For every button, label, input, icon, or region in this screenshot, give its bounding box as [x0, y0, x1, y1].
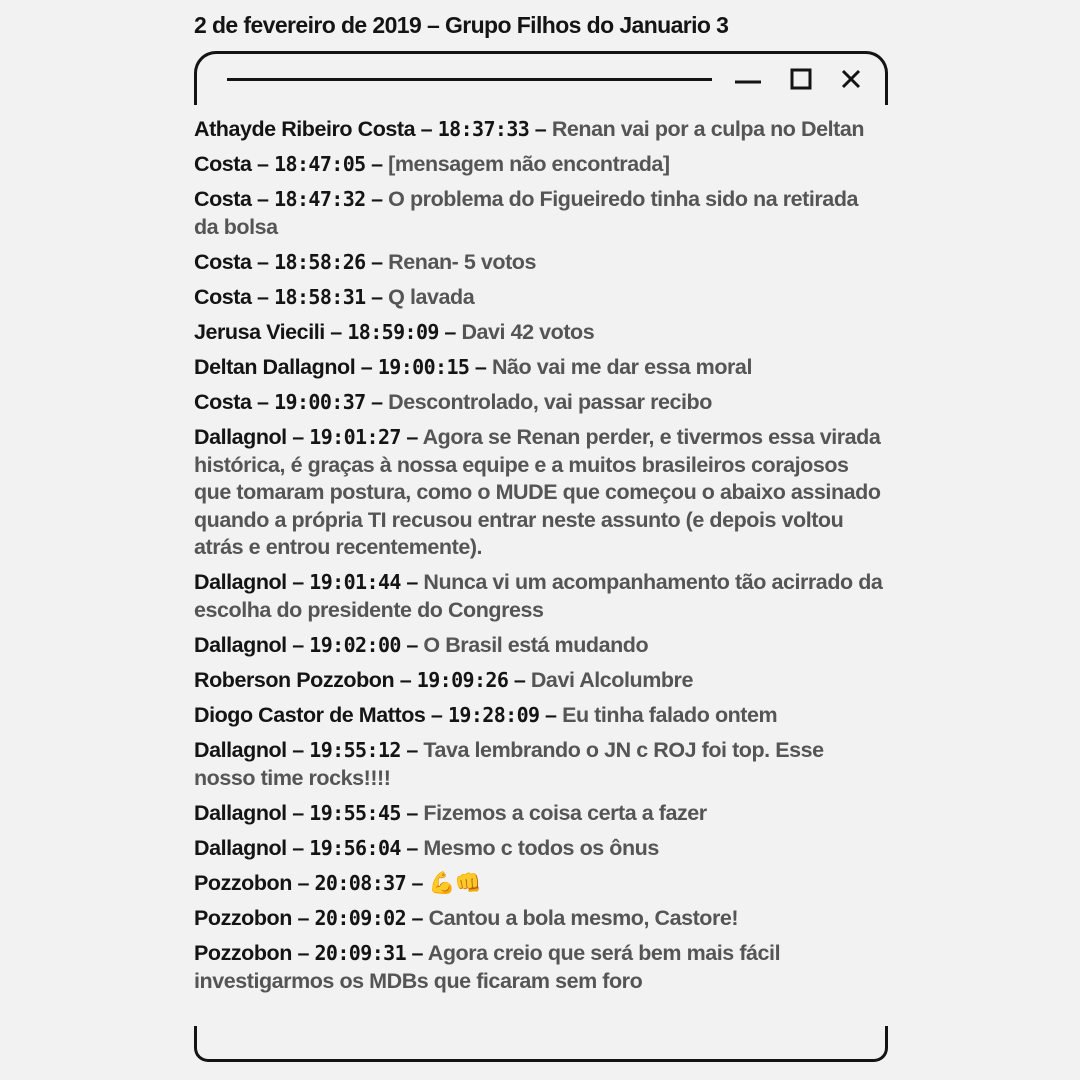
- separator: –: [545, 703, 557, 728]
- message-sender: Dallagnol: [194, 835, 287, 860]
- separator: –: [257, 284, 269, 309]
- message-text: Agora creio que será bem mais fácil investigarmos os MDBs que ficaram sem foro: [194, 941, 781, 993]
- separator: –: [474, 355, 487, 380]
- message-text: Agora se Renan perder, e tivermos essa virada histórica, é graças à nossa equipe e a muitos brasileiros corajosos que tomaram postura, como o MUDE que começou o abaixo assinado quando a própria TI recusou entrar neste assunto (e depois voltou atrás e entrou recentemente).: [194, 425, 881, 560]
- maximize-button[interactable]: [785, 62, 819, 98]
- message-sender: Costa: [194, 390, 252, 415]
- chat-message: [194, 389, 884, 417]
- message-time: 19:09:26: [416, 668, 509, 693]
- separator: –: [330, 319, 342, 344]
- chat-message: [194, 800, 884, 828]
- chat-message: [194, 667, 884, 695]
- window-title-bar: [194, 51, 888, 105]
- chat-message: [194, 354, 884, 382]
- message-text: Não vai me dar essa moral: [491, 355, 752, 380]
- message-text: O problema do Figueiredo tinha sido na retirada da bolsa: [194, 187, 859, 239]
- separator: –: [292, 738, 304, 763]
- separator: –: [406, 425, 418, 450]
- chat-message: [194, 116, 884, 144]
- message-sender: Deltan Dallagnol: [194, 355, 356, 380]
- message-time: 19:55:45: [309, 800, 401, 825]
- separator: –: [430, 703, 443, 728]
- message-sender: Pozzobon: [194, 906, 292, 931]
- chat-message: [194, 702, 884, 730]
- close-button[interactable]: [835, 62, 869, 98]
- message-text: O Brasil está mudando: [423, 632, 649, 657]
- message-sender: Athayde Ribeiro Costa: [194, 117, 416, 141]
- message-list: [194, 116, 884, 1003]
- message-sender: Costa: [194, 187, 252, 212]
- minimize-button[interactable]: [731, 62, 765, 98]
- message-sender: Diogo Castor de Mattos: [194, 703, 426, 728]
- message-time: 19:01:27: [309, 425, 401, 450]
- chat-message: [194, 737, 884, 792]
- separator: –: [292, 570, 304, 595]
- separator: –: [292, 835, 304, 860]
- message-time: 18:47:32: [274, 187, 366, 212]
- message-time: 18:58:26: [274, 249, 366, 274]
- message-time: 19:00:15: [377, 355, 470, 380]
- chat-message: [194, 632, 884, 660]
- separator: –: [444, 319, 456, 344]
- message-sender: Dallagnol: [194, 570, 287, 595]
- message-sender: Jerusa Viecili: [194, 319, 325, 344]
- separator: –: [371, 249, 383, 274]
- message-time: 18:37:33: [437, 117, 530, 141]
- message-time: 19:01:44: [309, 570, 401, 595]
- message-sender: Costa: [194, 249, 252, 274]
- chat-message: [194, 319, 884, 347]
- chat-message: [194, 249, 884, 277]
- separator: –: [420, 117, 433, 141]
- message-time: 20:09:31: [314, 941, 407, 966]
- message-sender: Costa: [194, 284, 252, 309]
- window-bottom-frame: [194, 1026, 888, 1062]
- message-text: 💪👊: [428, 871, 482, 895]
- message-time: 19:56:04: [309, 835, 401, 860]
- minimize-icon: [731, 62, 765, 98]
- separator: –: [292, 425, 304, 450]
- separator: –: [257, 187, 269, 212]
- message-text: Nunca vi um acompanhamento tão acirrado da escolha do presidente do Congress: [194, 570, 883, 622]
- separator: –: [411, 871, 424, 895]
- separator: –: [292, 800, 304, 825]
- separator: –: [513, 668, 526, 693]
- message-text: Davi Alcolumbre: [530, 668, 693, 693]
- message-time: 19:28:09: [447, 703, 540, 728]
- separator: –: [371, 152, 383, 177]
- separator: –: [371, 187, 383, 212]
- separator: –: [257, 390, 269, 415]
- chat-message: [194, 835, 884, 863]
- chat-message: [194, 940, 884, 995]
- separator: –: [406, 632, 418, 657]
- separator: –: [406, 738, 418, 763]
- message-text: Descontrolado, vai passar recibo: [388, 390, 712, 415]
- separator: –: [371, 284, 383, 309]
- message-time: 19:02:00: [309, 632, 401, 657]
- separator: –: [411, 906, 424, 931]
- chat-message: [194, 186, 884, 241]
- message-time: 20:09:02: [314, 906, 407, 931]
- separator: –: [411, 941, 424, 966]
- chat-message: [194, 424, 884, 562]
- chat-message: [194, 284, 884, 312]
- chat-message: [194, 151, 884, 179]
- message-time: 18:59:09: [347, 319, 439, 344]
- chat-message: [194, 569, 884, 624]
- message-sender: Pozzobon: [194, 871, 292, 895]
- message-text: Eu tinha falado ontem: [562, 703, 778, 728]
- separator: –: [297, 871, 309, 895]
- separator: –: [257, 249, 269, 274]
- message-sender: Dallagnol: [194, 738, 287, 763]
- message-sender: Costa: [194, 152, 252, 177]
- maximize-icon: [785, 62, 819, 98]
- page-title: 2 de fevereiro de 2019 – Grupo Filhos do Januario 3: [194, 12, 729, 38]
- message-text: Mesmo c todos os ônus: [423, 835, 659, 860]
- message-text: Davi 42 votos: [461, 319, 595, 344]
- chat-message: [194, 870, 884, 898]
- message-text: Renan- 5 votos: [388, 249, 536, 274]
- separator: –: [360, 355, 373, 380]
- separator: –: [371, 390, 383, 415]
- message-sender: Dallagnol: [194, 800, 287, 825]
- message-time: 18:47:05: [274, 152, 366, 177]
- message-sender: Dallagnol: [194, 632, 287, 657]
- message-text: Q lavada: [388, 284, 475, 309]
- message-text: Fizemos a coisa certa a fazer: [423, 800, 707, 825]
- message-sender: Pozzobon: [194, 941, 292, 966]
- separator: –: [292, 632, 304, 657]
- message-time: 19:55:12: [309, 738, 401, 763]
- separator: –: [297, 906, 309, 931]
- close-icon: [835, 62, 869, 98]
- separator: –: [297, 941, 309, 966]
- message-text: [mensagem não encontrada]: [388, 152, 670, 177]
- message-sender: Roberson Pozzobon: [194, 668, 395, 693]
- separator: –: [406, 800, 418, 825]
- separator: –: [406, 570, 418, 595]
- separator: –: [257, 152, 269, 177]
- message-time: 20:08:37: [314, 871, 407, 895]
- message-sender: Dallagnol: [194, 425, 287, 450]
- message-time: 18:58:31: [274, 284, 366, 309]
- title-bar-line: [227, 78, 712, 81]
- message-text: Cantou a bola mesmo, Castore!: [428, 906, 739, 931]
- message-text: Tava lembrando o JN c ROJ foi top. Esse nosso time rocks!!!!: [194, 738, 824, 790]
- separator: –: [399, 668, 412, 693]
- separator: –: [406, 835, 418, 860]
- chat-message: [194, 905, 884, 933]
- separator: –: [534, 117, 547, 141]
- message-text: Renan vai por a culpa no Deltan: [551, 117, 865, 141]
- message-time: 19:00:37: [274, 390, 366, 415]
